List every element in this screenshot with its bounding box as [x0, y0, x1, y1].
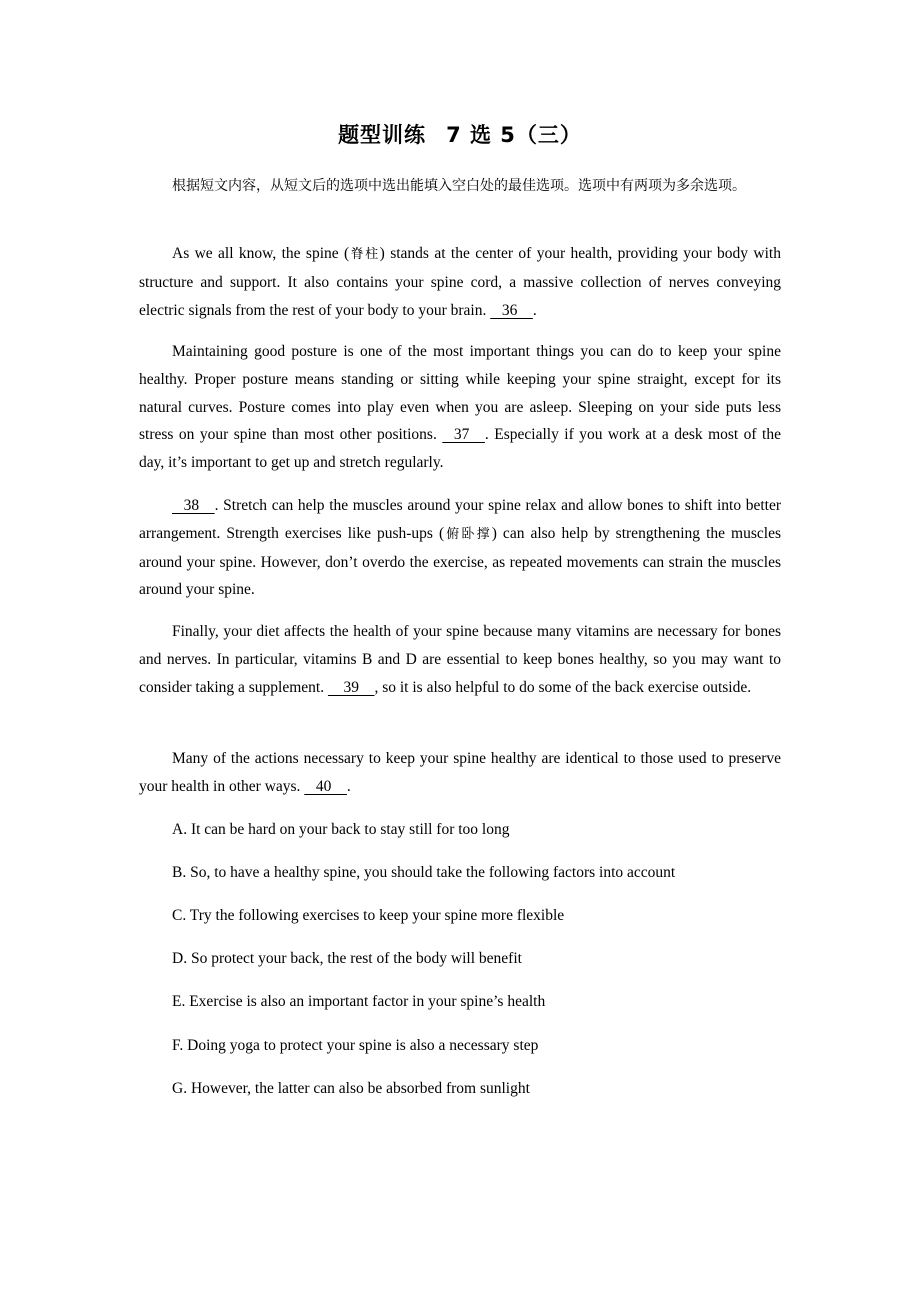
passage-paragraph-5: Many of the actions necessary to keep your spine healthy are identical to those used to preserve your health in other ways. 40 . — [139, 745, 781, 801]
option-c: C. Try the following exercises to keep your spine more flexible — [172, 907, 565, 924]
blank-38[interactable]: 38 — [172, 497, 215, 514]
option-d: D. So protect your back, the rest of the body will benefit — [172, 950, 522, 967]
passage-paragraph-2: Maintaining good posture is one of the most important things you can do to keep your spine healthy. Proper posture means standing or sitting while keeping your spine straight, except for its natural curves. Posture comes into play even when you are asleep. Sleeping on your side puts less stress on your spine than most other positions. 37 . Especially if you work at a desk most of the day, it’s important to get up and stretch regularly. — [139, 343, 781, 472]
passage-paragraph-1: As we all know, the spine (脊柱) stands at the center of your health, providing your body with structure and support. It also contains your spine cord, a massive collection of nerves conveying electric signals from the rest of your body to your brain. 36 . — [139, 240, 781, 324]
passage-paragraph-3: 38 . Stretch can help the muscles around your spine relax and allow bones to shift into better arrangement. Strength exercises like push-ups (俯卧撑) can also help by strengthening the muscles around your spine. However, don’t overdo the exercise, as repeated movements can strain the muscles around your spine. — [139, 492, 781, 604]
blank-37[interactable]: 37 — [442, 426, 485, 444]
option-e: E. Exercise is also an important factor in your spine’s health — [172, 993, 546, 1010]
chinese-gloss: 俯卧撑 — [444, 526, 492, 542]
page-title — [139, 120, 781, 150]
blank-40[interactable]: 40 — [304, 777, 347, 795]
option-a: A. It can be hard on your back to stay still for too long — [172, 821, 510, 838]
option-f: F. Doing yoga to protect your spine is also a necessary step — [172, 1037, 539, 1054]
title-main: 题型训练 — [338, 123, 427, 147]
option-g: G. However, the latter can also be absorbed from sunlight — [172, 1080, 530, 1097]
blank-39[interactable]: 39 — [327, 678, 375, 696]
passage-paragraph-4: Finally, your diet affects the health of your spine because many vitamins are necessary for bones and nerves. In particular, vitamins B and D are essential to keep bones healthy, so you may want to consider taking a supplement. 39 , so it is also helpful to do some of the back exercise outside. — [139, 618, 781, 701]
chinese-gloss: 脊柱 — [349, 247, 380, 262]
instructions: 根据短文内容，从短文后的选项中选出能填入空白处的最佳选项。选项中有两项为多余选项。 — [172, 178, 746, 194]
option-b: B. So, to have a healthy spine, you should take the following factors into account — [172, 864, 676, 881]
blank-36[interactable]: 36 — [490, 301, 533, 319]
title-sub: 7 选 5（三） — [446, 123, 582, 147]
